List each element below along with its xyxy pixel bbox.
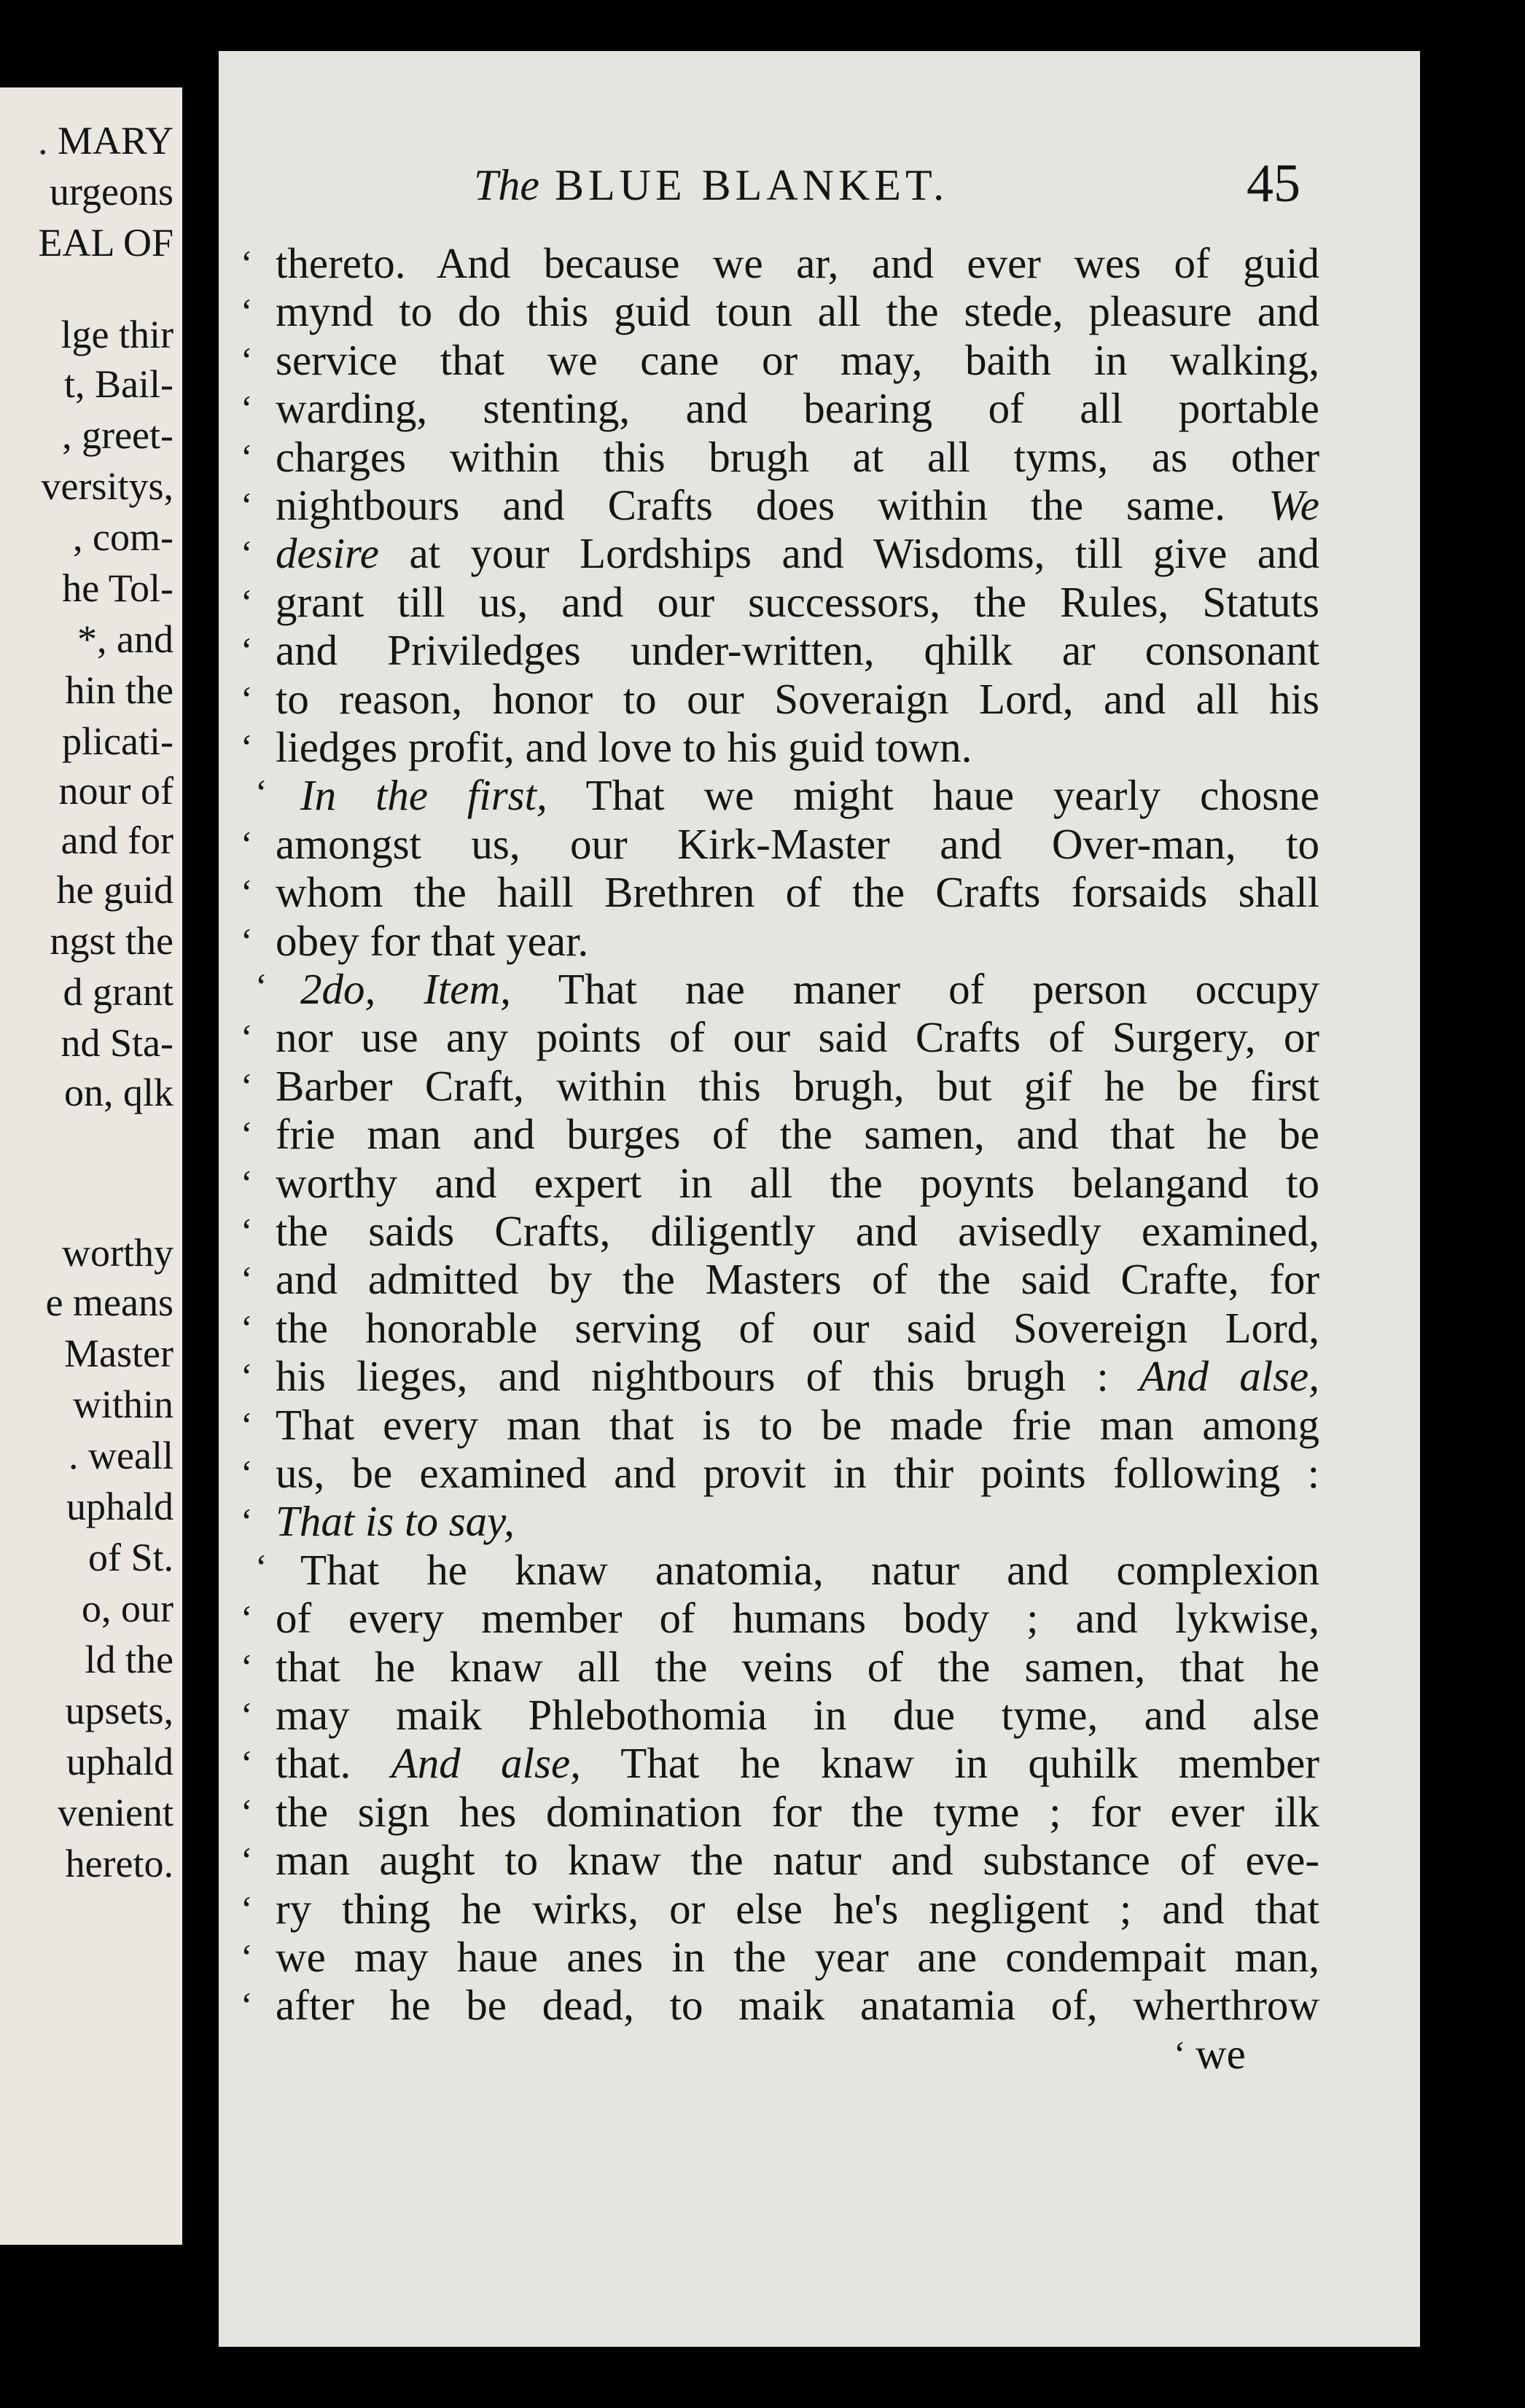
previous-page-line: he Tol-: [62, 566, 173, 610]
italic-text: desire: [276, 529, 379, 577]
previous-page-line: lge thir: [61, 313, 173, 356]
text-line: [276, 1255, 1319, 1303]
italic-text: In the first,: [300, 771, 547, 819]
quotation-mark: ‘: [241, 291, 253, 332]
previous-page-line: urgeons: [50, 170, 173, 214]
text-line: [276, 1013, 1319, 1061]
text-run: whom the haill Brethren of the Crafts forsaids shall: [276, 868, 1319, 916]
page-number: 45: [1247, 154, 1300, 214]
running-head-title: BLUE BLANKET.: [555, 161, 949, 209]
text-line: [276, 1401, 1319, 1449]
text-line: [276, 336, 1319, 384]
previous-page-line: uphald: [66, 1740, 173, 1783]
text-line: [276, 917, 1319, 965]
text-run: after he be dead, to maik anatamia of, wherthrow: [276, 1981, 1319, 2029]
text-run: and Priviledges under-written, qhilk ar consonant: [276, 626, 1319, 674]
previous-page-line: . MARY: [37, 119, 173, 163]
previous-page-line: , com-: [73, 515, 173, 559]
quotation-mark: ‘: [241, 1694, 253, 1735]
quotation-mark: ‘: [241, 340, 253, 380]
text-run: nor use any points of our said Crafts of Surgery, or: [276, 1013, 1319, 1061]
text-line: [276, 1497, 1319, 1545]
quotation-mark: ‘: [241, 1743, 253, 1783]
previous-page-line: within: [72, 1383, 173, 1426]
quotation-mark: ‘: [241, 1936, 253, 1977]
previous-page-line: of St.: [87, 1536, 173, 1579]
text-run: us, be examined and provit in thir points following :: [276, 1449, 1319, 1497]
text-line: [276, 1304, 1319, 1352]
quotation-mark: ‘: [241, 727, 253, 767]
text-run: That he knaw anatomia, natur and complexion: [300, 1546, 1319, 1594]
quotation-mark: ‘: [241, 437, 253, 477]
text-run: worthy and expert in all the poynts belangand to: [276, 1159, 1319, 1207]
previous-page-line: plicati-: [62, 719, 173, 763]
quotation-mark: ‘: [241, 1840, 253, 1880]
text-run: mynd to do this guid toun all the stede, pleasure and: [276, 287, 1319, 335]
previous-page-fragment: [0, 87, 182, 2245]
quotation-mark: ‘: [1174, 2033, 1186, 2074]
quotation-mark: ‘: [241, 1598, 253, 1638]
previous-page-line: hin the: [65, 668, 173, 712]
text-line: [276, 626, 1319, 674]
book-page: [219, 51, 1420, 2347]
previous-page-line: and for: [61, 818, 173, 862]
text-line: [276, 1207, 1319, 1255]
text-run: we may haue anes in the year ane condempait man,: [276, 1933, 1319, 1981]
previous-page-line: *, and: [77, 617, 173, 661]
quotation-mark: ‘: [241, 1501, 253, 1541]
text-run: and admitted by the Masters of the said Crafte, for: [276, 1255, 1319, 1303]
quotation-mark: ‘: [241, 388, 253, 429]
text-run: warding, stenting, and bearing of all portable: [276, 384, 1319, 432]
text-line: [276, 1691, 1319, 1739]
quotation-mark: ‘: [255, 966, 268, 1006]
previous-page-line: nour of: [58, 769, 173, 813]
previous-page-line: . weall: [69, 1434, 173, 1477]
text-line: [276, 578, 1319, 626]
running-head: [474, 160, 948, 211]
text-run: nightbours and Crafts does within the same.: [276, 481, 1269, 529]
text-line: [276, 481, 1319, 529]
quotation-mark: ‘: [255, 1547, 268, 1587]
text-run: That every man that is to be made frie man among: [276, 1401, 1319, 1449]
quotation-mark: ‘: [241, 630, 253, 671]
previous-page-line: ld the: [85, 1638, 173, 1681]
quotation-mark: ‘: [241, 1985, 253, 2025]
text-line: [300, 965, 1319, 1013]
quotation-mark: ‘: [241, 1453, 253, 1493]
text-line: [276, 1836, 1319, 1884]
text-line: [276, 1788, 1319, 1836]
text-run: thereto. And because we ar, and ever wes of guid: [276, 239, 1319, 287]
quotation-mark: ‘: [241, 920, 253, 961]
previous-page-line: e means: [45, 1281, 173, 1324]
text-run: ry thing he wirks, or else he's negligent ; and that: [276, 1885, 1319, 1933]
text-run: that he knaw all the veins of the samen, that he: [276, 1643, 1319, 1691]
text-run: that.: [276, 1739, 391, 1787]
previous-page-line: d grant: [63, 970, 173, 1014]
quotation-mark: ‘: [241, 1066, 253, 1106]
text-run: liedges profit, and love to his guid town.: [276, 723, 972, 771]
text-run: the saids Crafts, diligently and avisedly examined,: [276, 1207, 1319, 1255]
previous-page-line: versitys,: [41, 464, 173, 508]
quotation-mark: ‘: [241, 1646, 253, 1687]
text-line: [276, 1739, 1319, 1787]
previous-page-line: t, Bail-: [64, 362, 173, 406]
quotation-mark: ‘: [241, 1307, 253, 1348]
text-line: [276, 1159, 1319, 1207]
text-line: [300, 1546, 1319, 1594]
text-line: [276, 1449, 1319, 1497]
quotation-mark: ‘: [241, 1211, 253, 1251]
text-line: [276, 239, 1319, 287]
text-line: [276, 723, 1319, 771]
text-line: [276, 1110, 1319, 1158]
text-line: [300, 771, 1319, 819]
text-run: the honorable serving of our said Sovereign Lord,: [276, 1304, 1319, 1352]
book-gutter: [182, 0, 219, 2408]
text-run: obey for that year.: [276, 917, 589, 965]
italic-text: 2do, Item,: [300, 965, 511, 1013]
quotation-mark: ‘: [241, 1259, 253, 1299]
text-run: of every member of humans body ; and lykwise,: [276, 1594, 1319, 1642]
text-line: [276, 1885, 1319, 1933]
previous-page-line: on, qlk: [63, 1071, 173, 1114]
catchword: we: [1196, 2030, 1246, 2078]
text-run: amongst us, our Kirk-Master and Over-man, to: [276, 820, 1319, 868]
italic-text: And alse,: [391, 1739, 581, 1787]
italic-text: We: [1268, 481, 1319, 529]
quotation-mark: ‘: [241, 872, 253, 912]
quotation-mark: ‘: [241, 1888, 253, 1929]
quotation-mark: ‘: [255, 772, 268, 813]
text-line: [276, 384, 1319, 432]
quotation-mark: ‘: [241, 582, 253, 622]
text-line: [276, 1062, 1319, 1110]
running-head-article: The: [474, 161, 539, 209]
text-line: [276, 820, 1319, 868]
text-run: man aught to knaw the natur and substance of eve-: [276, 1836, 1319, 1884]
text-line: [276, 1933, 1319, 1981]
text-run: That nae maner of person occupy: [510, 965, 1319, 1013]
text-line: [276, 1981, 1319, 2029]
text-run: to reason, honor to our Soveraign Lord, and all his: [276, 675, 1319, 723]
text-run: Barber Craft, within this brugh, but gif he be first: [276, 1062, 1319, 1110]
text-run: frie man and burges of the samen, and that he be: [276, 1110, 1319, 1158]
previous-page-line: hereto.: [65, 1842, 173, 1885]
quotation-mark: ‘: [241, 533, 253, 574]
text-line: [276, 529, 1319, 577]
previous-page-line: o, our: [82, 1587, 173, 1630]
italic-text: And alse,: [1139, 1352, 1319, 1400]
text-run: charges within this brugh at all tyms, as other: [276, 433, 1319, 481]
text-run: That he knaw in quhilk member: [580, 1739, 1319, 1787]
text-line: [276, 868, 1319, 916]
previous-page-line: nd Sta-: [61, 1021, 173, 1065]
previous-page-line: he guid: [56, 868, 173, 912]
text-run: grant till us, and our successors, the Rules, Statuts: [276, 578, 1319, 626]
quotation-mark: ‘: [241, 1162, 253, 1203]
quotation-mark: ‘: [241, 1017, 253, 1058]
previous-page-line: , greet-: [62, 413, 173, 457]
quotation-mark: ‘: [241, 1791, 253, 1832]
previous-page-line: worthy: [62, 1231, 173, 1275]
text-run: service that we cane or may, baith in walking,: [276, 336, 1319, 384]
text-line: [276, 1594, 1319, 1642]
italic-text: That is to say,: [276, 1497, 515, 1545]
previous-page-line: ngst the: [50, 919, 173, 963]
previous-page-line: upsets,: [65, 1689, 173, 1732]
quotation-mark: ‘: [241, 1114, 253, 1154]
quotation-mark: ‘: [241, 1404, 253, 1445]
text-run: That we might haue yearly chosne: [547, 771, 1319, 819]
quotation-mark: ‘: [241, 485, 253, 525]
text-line: [276, 433, 1319, 481]
text-run: at your Lordships and Wisdoms, till give and: [379, 529, 1319, 577]
text-run: the sign hes domination for the tyme ; for ever ilk: [276, 1788, 1319, 1836]
quotation-mark: ‘: [241, 679, 253, 719]
previous-page-line: venient: [58, 1791, 173, 1834]
previous-page-line: uphald: [66, 1485, 173, 1528]
text-line: [276, 675, 1319, 723]
quotation-mark: ‘: [241, 824, 253, 864]
quotation-mark: ‘: [241, 1356, 253, 1396]
text-run: may maik Phlebothomia in due tyme, and alse: [276, 1691, 1319, 1739]
text-line: [276, 287, 1319, 335]
quotation-mark: ‘: [241, 243, 253, 284]
text-line: [276, 1643, 1319, 1691]
previous-page-line: Master: [64, 1332, 173, 1375]
text-line: [276, 1352, 1319, 1400]
text-run: his lieges, and nightbours of this brugh :: [276, 1352, 1139, 1400]
previous-page-line: EAL OF: [38, 221, 173, 265]
